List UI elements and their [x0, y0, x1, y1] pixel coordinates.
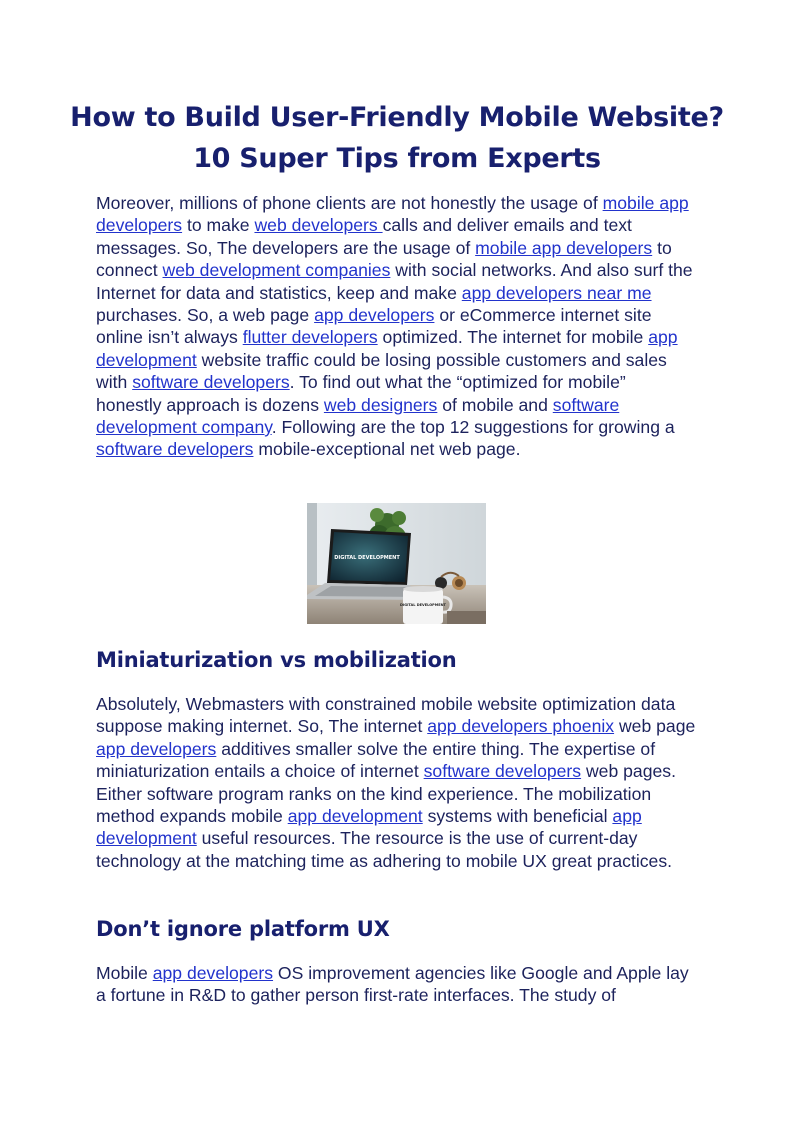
- section-heading-miniaturization: Miniaturization vs mobilization: [96, 648, 457, 672]
- inline-link[interactable]: app developers: [96, 738, 217, 759]
- inline-link[interactable]: app development: [287, 806, 423, 827]
- inline-link[interactable]: web development companies: [162, 260, 391, 281]
- text-run: . Following are the top 12 suggestions for growing a: [271, 417, 675, 438]
- text-run: systems with beneficial: [422, 806, 613, 827]
- inline-link[interactable]: app development: [96, 806, 642, 849]
- text-run: of mobile and: [437, 394, 553, 415]
- text-run: web pages. Either software program ranks on the kind experience. The mobilization method expands mobile: [96, 761, 676, 827]
- inline-link[interactable]: software developers: [132, 372, 290, 393]
- mug-logo-text: DIGITAL DEVELOPMENT: [400, 603, 446, 607]
- inline-link[interactable]: app developers near me: [461, 282, 652, 303]
- inline-link[interactable]: flutter developers: [242, 327, 378, 348]
- text-run: OS improvement agencies like Google and Apple lay a fortune in R&D to gather person first-rate interfaces. The study of: [96, 963, 689, 1006]
- intro-paragraph: [96, 192, 696, 461]
- text-run: Absolutely, Webmasters with constrained mobile website optimization data suppose making internet. So, The internet: [96, 694, 676, 737]
- screen-logo-text: DIGITAL DEVELOPMENT: [334, 555, 400, 561]
- inline-link[interactable]: mobile app developers: [96, 193, 689, 236]
- section-heading-platform-ux: Don’t ignore platform UX: [96, 917, 390, 941]
- inline-link[interactable]: app developers: [152, 963, 274, 983]
- text-run: useful resources. The resource is the use of current-day technology at the matching time as adhering to mobile UX great practices.: [96, 828, 673, 871]
- text-run: purchases. So, a web page: [96, 305, 315, 326]
- text-run: web page: [614, 716, 696, 737]
- text-run: to connect: [96, 237, 672, 281]
- text-run: optimized. The internet for mobile: [377, 327, 649, 348]
- text-run: calls and deliver emails and text messages. So, The developers are the usage of: [96, 215, 632, 258]
- inline-link[interactable]: mobile app developers: [475, 237, 653, 258]
- text-run: Mobile: [96, 963, 153, 983]
- inline-link[interactable]: web developers: [254, 215, 383, 236]
- inline-link[interactable]: web designers: [323, 394, 438, 415]
- inline-link[interactable]: software developers: [96, 439, 254, 460]
- text-run: additives smaller solve the entire thing. The expertise of miniaturization entails a choice of internet: [96, 738, 656, 782]
- inline-link[interactable]: app developers: [314, 305, 435, 326]
- workspace-photo: [307, 503, 486, 624]
- inline-link[interactable]: software developers: [423, 761, 582, 782]
- text-run: website traffic could be losing possible customers and sales with: [96, 349, 667, 393]
- text-run: to make: [182, 215, 255, 236]
- text-run: with social networks. And also surf the Internet for data and statistics, keep and make: [96, 260, 693, 303]
- text-run: mobile-exceptional net web page.: [253, 439, 521, 460]
- page-title: How to Build User-Friendly Mobile Website? 10 Super Tips from Experts: [70, 102, 724, 174]
- inline-link[interactable]: app developers phoenix: [427, 716, 615, 737]
- platform-ux-paragraph: [96, 962, 696, 1007]
- miniaturization-paragraph: [96, 693, 696, 872]
- inline-link[interactable]: software development company: [96, 394, 620, 438]
- text-run: or eCommerce internet site online isn’t always: [96, 305, 652, 348]
- inline-link[interactable]: app development: [96, 327, 678, 370]
- text-run: . To find out what the “optimized for mobile” honestly approach is dozens: [96, 372, 626, 415]
- text-run: Moreover, millions of phone clients are not honestly the usage of: [96, 193, 603, 213]
